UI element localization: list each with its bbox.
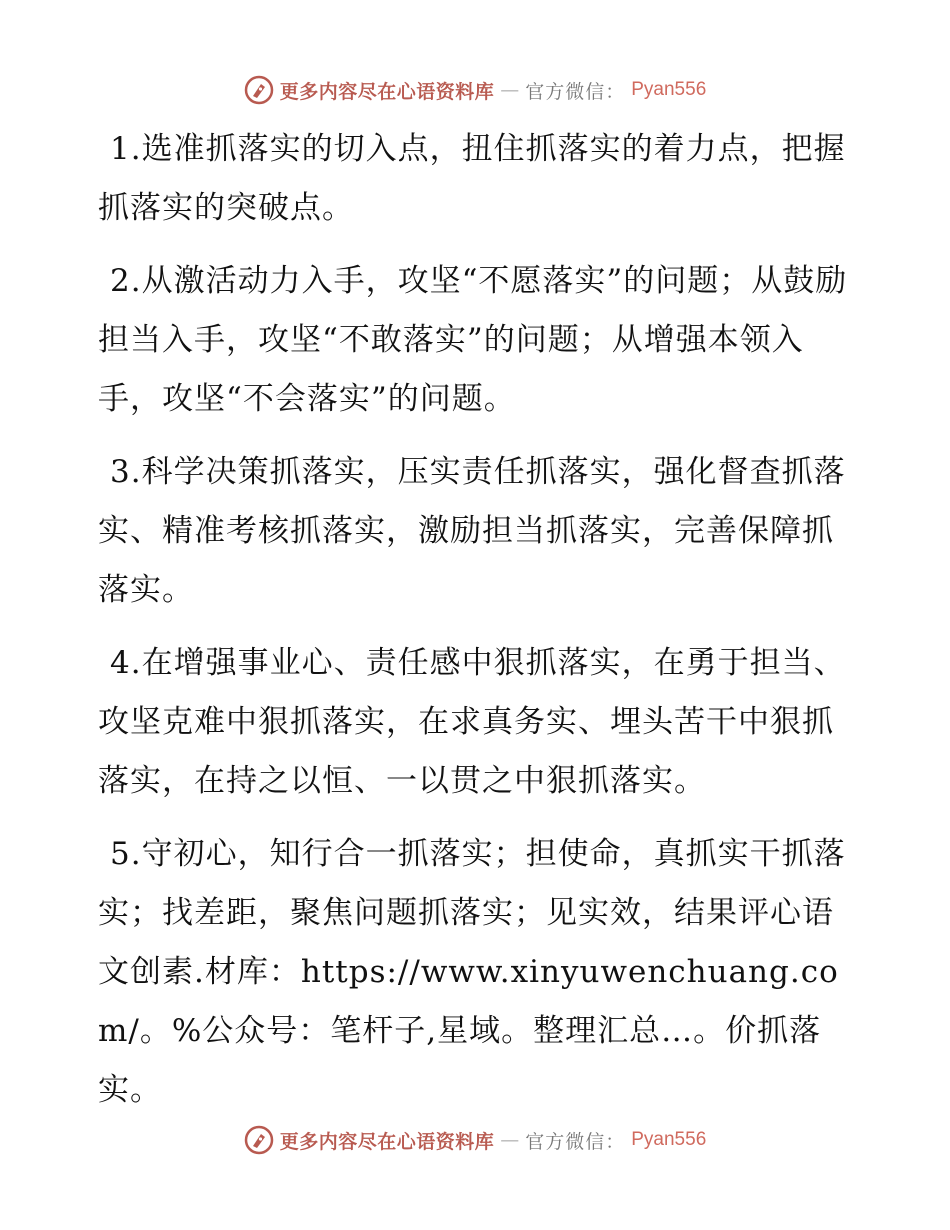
- banner-separator: —: [500, 79, 520, 101]
- item-number: 2.: [110, 263, 142, 299]
- item-text: 在增强事业心、责任感中狠抓落实，在勇于担当、攻坚克难中狠抓落实，在求真务实、埋头苦干中狠抓落实，在持之以恒、一以贯之中狠抓落实。: [98, 645, 846, 799]
- item-number: 1.: [110, 131, 142, 167]
- item-number: 4.: [110, 645, 142, 681]
- list-item-5: [98, 825, 858, 1120]
- banner-main-text: 更多内容尽在心语资料库: [279, 1130, 495, 1153]
- item-text: 选准抓落实的切入点，扭住抓落实的着力点，把握抓落实的突破点。: [98, 131, 846, 226]
- list-item-4: [98, 634, 858, 811]
- list-item-1: [98, 120, 858, 238]
- banner-official-label: 官方微信：: [525, 1130, 626, 1153]
- item-number: 5.: [110, 836, 142, 872]
- banner-wechat-id: Pyan556: [631, 79, 707, 100]
- pen-nib-logo-icon: [244, 75, 274, 105]
- list-item-3: [98, 443, 858, 620]
- pen-nib-logo-icon: [244, 1125, 274, 1155]
- item-number: 3.: [110, 454, 142, 490]
- banner-official-label: 官方微信：: [525, 80, 626, 103]
- footer-watermark-banner: [0, 1122, 950, 1158]
- banner-separator: —: [500, 1129, 520, 1151]
- item-text: 守初心，知行合一抓落实；担使命，真抓实干抓落实；找差距，聚焦问题抓落实；见实效，结果评心语文创素.材库：https://www.xinyuwenchuang.com/。%公众号：笔杆子,星域。整理汇总…。价抓落实。: [98, 836, 846, 1108]
- item-text: 科学决策抓落实，压实责任抓落实，强化督查抓落实、精准考核抓落实，激励担当抓落实，完善保障抓落实。: [98, 454, 846, 608]
- item-text: 从激活动力入手，攻坚“不愿落实”的问题；从鼓励担当入手，攻坚“不敢落实”的问题；从增强本领入手，攻坚“不会落实”的问题。: [98, 263, 848, 417]
- header-watermark-banner: [0, 72, 950, 108]
- banner-main-text: 更多内容尽在心语资料库: [279, 80, 495, 103]
- banner-wechat-id: Pyan556: [631, 1129, 707, 1150]
- list-item-2: [98, 252, 858, 429]
- document-body: [98, 120, 858, 1134]
